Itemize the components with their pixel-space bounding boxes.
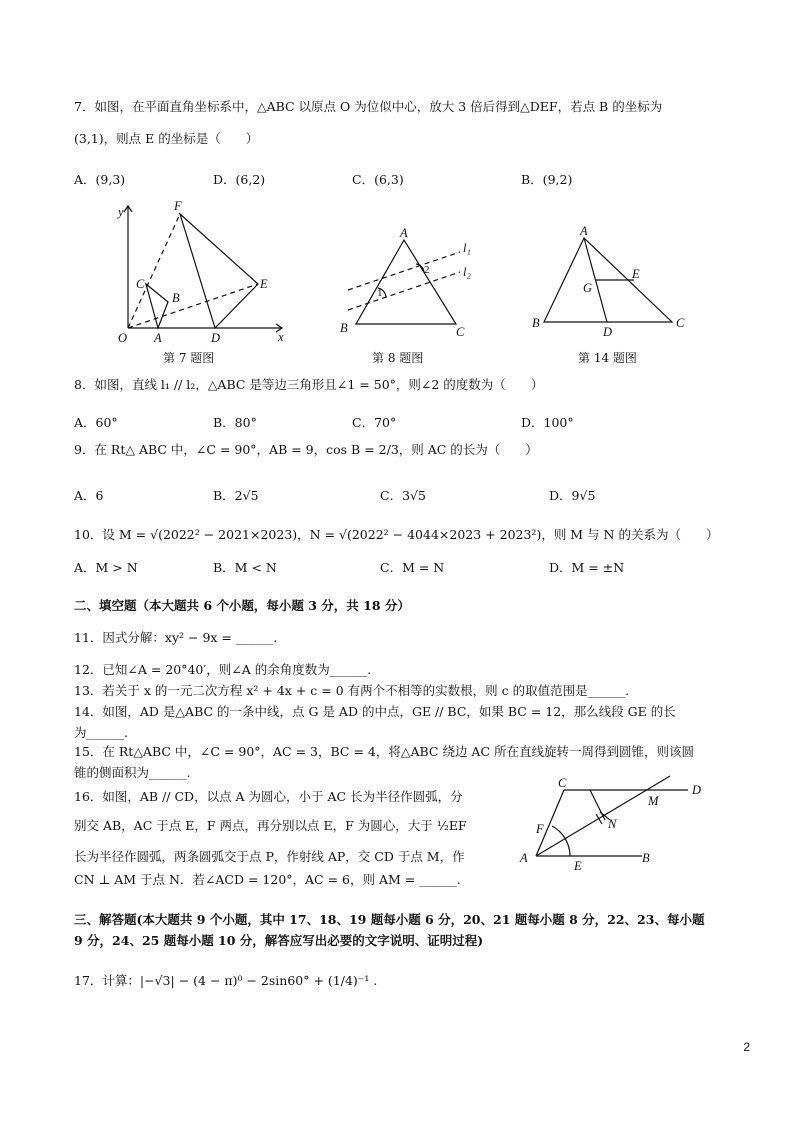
- fig8-label-b: B: [340, 321, 348, 335]
- fig16-label-d: D: [692, 783, 702, 797]
- q16-line4: CN ⊥ AM 于点 N．若∠ACD = 120°，AC = 6，则 AM = ______.: [74, 872, 461, 887]
- q16-line1: 16．如图，AB // CD，以点 A 为圆心，小于 AC 长为半径作圆弧，分: [74, 789, 463, 804]
- q7-option-b: B．(9,2): [521, 172, 573, 187]
- q10-stem: 10．设 M = √(2022² − 2021×2023)，N = √(2022² − 4044×2023 + 2023²)，则 M 与 N 的关系为（ ）: [74, 527, 719, 542]
- fig7-label-o: O: [118, 331, 128, 345]
- section-2-heading: 二、填空题（本大题共 6 个小题，每小题 3 分，共 18 分）: [74, 598, 410, 613]
- q8-stem: 8．如图，直线 l₁ // l₂，△ABC 是等边三角形且∠1 = 50°，则∠2 的度数为（ ）: [74, 377, 544, 392]
- figure-14: [528, 226, 698, 341]
- q12: 12．已知∠A = 20°40′，则∠A 的余角度数为______.: [74, 662, 372, 677]
- fig16-label-b: B: [642, 851, 650, 865]
- fig8-angle-1: 1: [377, 287, 383, 299]
- fig7-label-b: B: [172, 291, 180, 305]
- q13: 13．若关于 x 的一元二次方程 x² + 4x + c = 0 有两个不相等的实数根，则 c 的取值范围是______.: [74, 683, 630, 698]
- fig8-label-a: A: [400, 226, 408, 240]
- fig8-angle-2: 2: [424, 264, 430, 276]
- fig8-label-c: C: [456, 325, 465, 339]
- fig14-label-g: G: [583, 281, 593, 295]
- fig7-label-a: A: [154, 331, 162, 345]
- fig16-label-m: M: [648, 794, 659, 808]
- q15-line2: 锥的侧面积为______.: [74, 765, 191, 780]
- fig7-label-c: C: [136, 277, 145, 291]
- section-3-heading-line2: 9 分，24、25 题每小题 10 分，解答应写出必要的文字说明、证明过程): [74, 933, 484, 948]
- q10-option-a: A．M > N: [74, 560, 138, 575]
- q9-option-b: B．2√5: [213, 488, 259, 503]
- fig8-label-l1: l₁: [463, 241, 471, 255]
- q7-line1: 7．如图，在平面直角坐标系中，△ABC 以原点 O 为位似中心，放大 3 倍后得到△DEF，若点 B 的坐标为: [74, 99, 663, 114]
- figure-7: [110, 200, 300, 345]
- fig14-caption: 第 14 题图: [578, 351, 637, 365]
- fig7-caption: 第 7 题图: [163, 351, 215, 365]
- q14-line1: 14．如图，AD 是△ABC 的一条中线，点 G 是 AD 的中点，GE // BC，如果 BC = 12，那么线段 GE 的长: [74, 704, 676, 719]
- fig7-label-d: D: [211, 331, 221, 345]
- fig7-label-e: E: [260, 277, 268, 291]
- section-3-heading-line1: 三、解答题(本大题共 9 个小题，其中 17、18、19 题每小题 6 分，20、21 题每小题 8 分，22、23、每小题: [74, 912, 705, 927]
- q9-option-a: A．6: [74, 488, 104, 503]
- q10-option-b: B．M < N: [213, 560, 277, 575]
- fig14-label-a: A: [580, 224, 588, 238]
- q9-stem: 9．在 Rt△ ABC 中，∠C = 90°，AB = 9，cos B = 2/3，则 AC 的长为（ ）: [74, 442, 538, 457]
- fig14-label-b: B: [532, 316, 540, 330]
- fig8-label-l2: l₂: [463, 265, 471, 279]
- q10-option-d: D．M = ±N: [549, 560, 625, 575]
- q10-option-c: C．M = N: [380, 560, 445, 575]
- figure-16: [516, 772, 716, 877]
- q11: 11．因式分解：xy² − 9x = ______.: [74, 630, 278, 645]
- q15-line1: 15．在 Rt△ABC 中，∠C = 90°，AC = 3，BC = 4，将△ABC 绕边 AC 所在直线旋转一周得到圆锥，则该圆: [74, 744, 694, 759]
- fig16-label-f: F: [536, 822, 544, 836]
- figure-8: [336, 226, 496, 341]
- fig7-label-y: y: [118, 205, 124, 219]
- q7-line2: (3,1)，则点 E 的坐标是（ ）: [74, 131, 259, 146]
- q7-option-a: A．(9,3): [74, 172, 126, 187]
- fig16-label-a: A: [520, 851, 528, 865]
- q9-option-d: D．9√5: [549, 488, 596, 503]
- fig16-label-e: E: [574, 859, 582, 873]
- fig14-label-d: D: [603, 325, 613, 339]
- q7-option-c: C．(6,3): [352, 172, 404, 187]
- q16-line2: 别交 AB，AC 于点 E，F 两点，再分别以点 E，F 为圆心，大于 ½EF: [74, 818, 467, 833]
- q8-option-b: B．80°: [213, 415, 257, 430]
- q9-option-c: C．3√5: [380, 488, 426, 503]
- fig7-label-x: x: [278, 330, 284, 344]
- q7-option-d: D．(6,2): [213, 172, 266, 187]
- fig7-label-f: F: [174, 199, 182, 213]
- fig16-label-n: N: [608, 817, 617, 831]
- q8-option-c: C．70°: [352, 415, 397, 430]
- q16-line3: 长为半径作圆弧，两条圆弧交于点 P，作射线 AP，交 CD 于点 M，作: [74, 849, 465, 864]
- q14-line2: 为______.: [74, 725, 128, 740]
- fig8-caption: 第 8 题图: [372, 351, 424, 365]
- q8-option-a: A．60°: [74, 415, 118, 430]
- q8-option-d: D．100°: [521, 415, 574, 430]
- q17: 17．计算：|−√3| − (4 − π)⁰ − 2sin60° + (1/4)⁻¹ .: [74, 973, 378, 988]
- fig16-label-c: C: [558, 776, 567, 790]
- fig14-label-c: C: [676, 316, 685, 330]
- page-number: 2: [743, 1040, 750, 1054]
- fig14-label-e: E: [632, 267, 640, 281]
